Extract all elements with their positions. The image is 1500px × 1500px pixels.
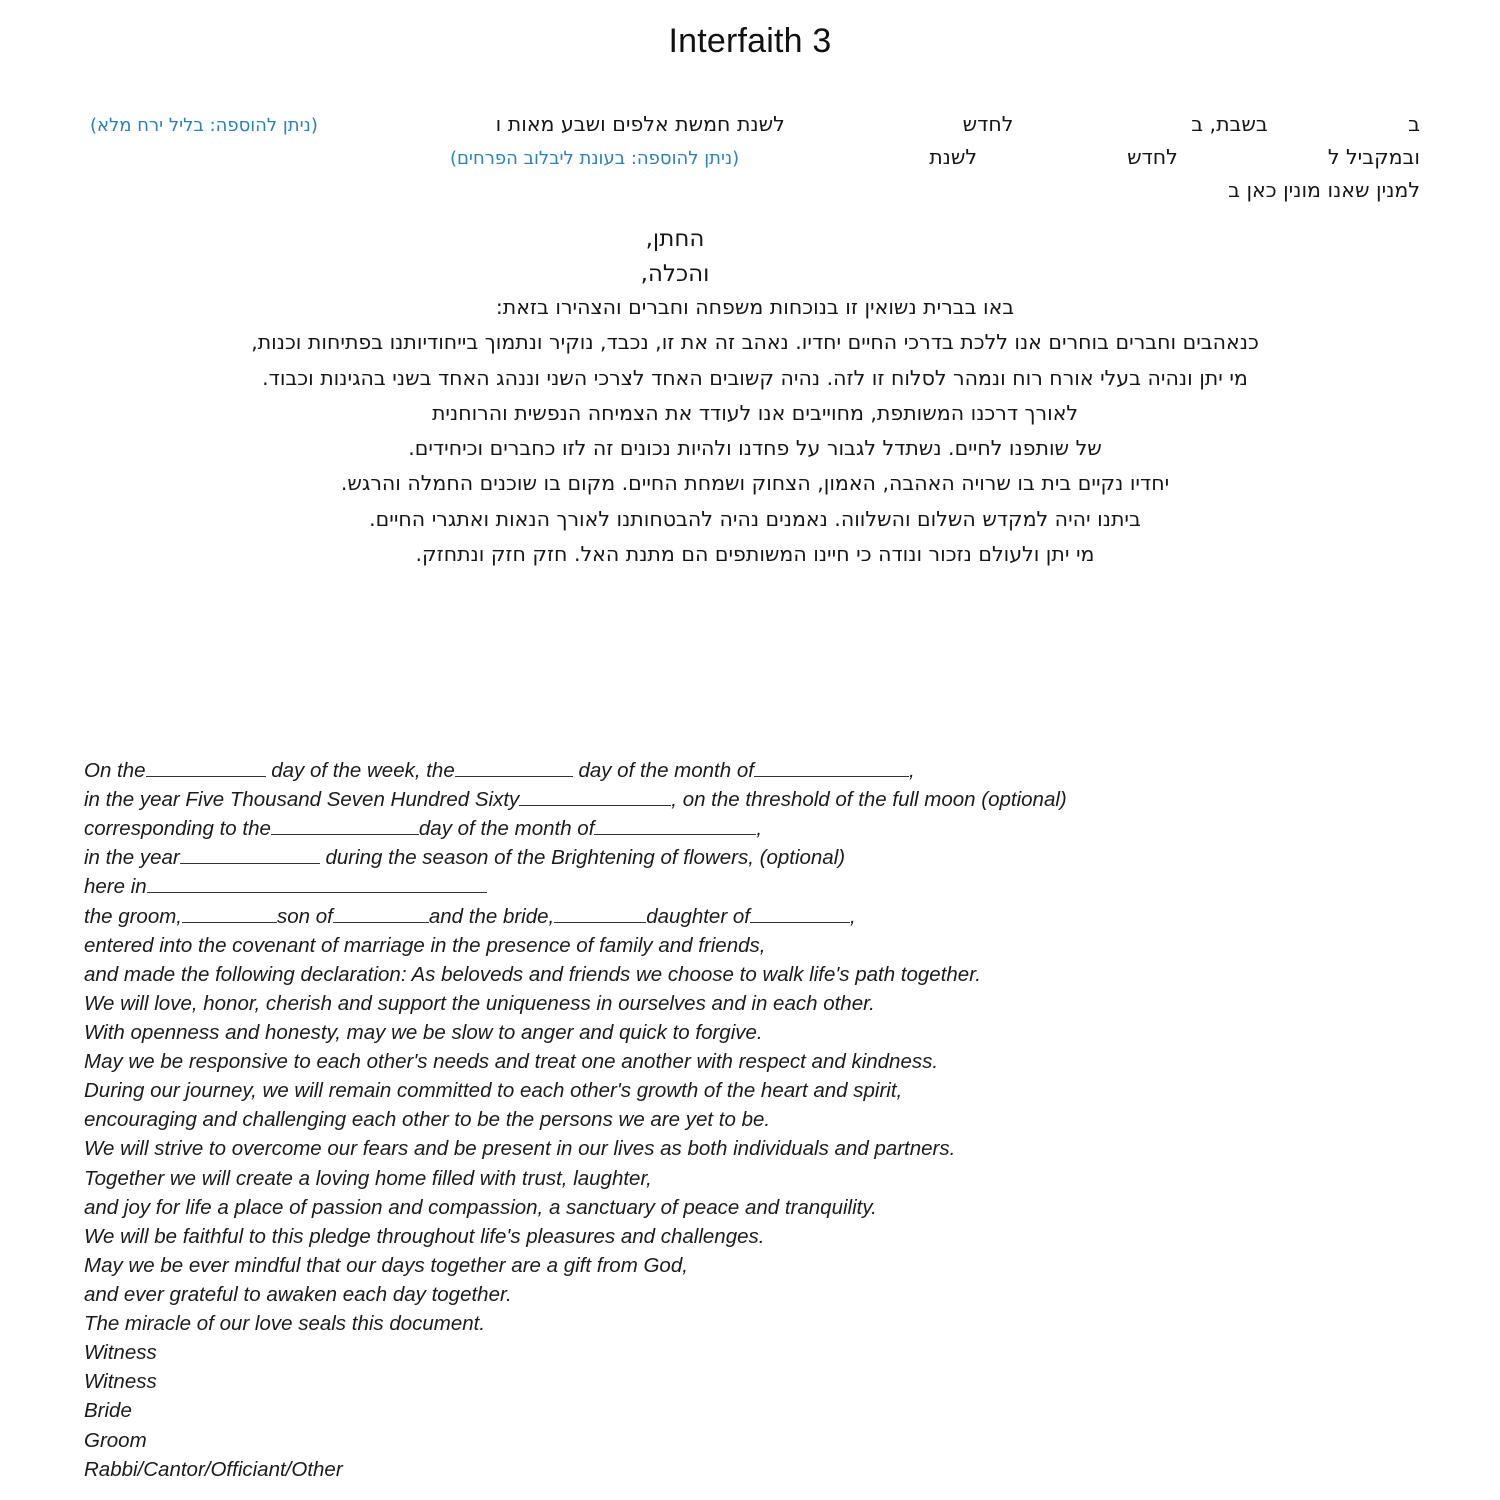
english-l4-in-the-year: in the year <box>84 846 180 870</box>
english-l6-and-the-bride: and the bride, <box>428 904 555 928</box>
hebrew-line2-optional-note: (ניתן להוספה: בעונת ליבלוב הפרחים) <box>449 148 740 170</box>
hebrew-groom-label: החתן, <box>645 225 705 252</box>
hebrew-heading-block <box>90 108 1420 293</box>
english-vow-line: May we be responsive to each other's needs and treat one another with respect and kindness. <box>84 1050 939 1074</box>
hebrew-body-line: ביתנו יהיה למקדש השלום והשלווה. נאמנים נהיה להבטחותנו לאורך הנאות ואתגרי החיים. <box>369 506 1141 531</box>
hebrew-body-line: מי יתן ונהיה בעלי אורח רוח ונמהר לסלוח זו לזה. נהיה קשובים האחד לצרכי השני וננהג האחד בשני בהגינות וכבוד. <box>262 365 1248 390</box>
english-vow-line: During our journey, we will remain committed to each other's growth of the heart and spirit, <box>84 1079 903 1103</box>
english-vow-line: The miracle of our love seals this document. <box>84 1312 486 1336</box>
hebrew-names-block <box>90 222 1420 293</box>
hebrew-body-line: לאורך דרכנו המשותפת, מחוייבים אנו לעודד את הצמיחה הנפשית והרוחנית <box>431 400 1079 425</box>
hebrew-line3-place: למנין שאנו מונין כאן ב <box>1228 178 1420 203</box>
hebrew-date-line-2 <box>90 141 1420 174</box>
place-blank <box>147 875 487 893</box>
hebrew-date-line-3 <box>90 174 1420 207</box>
civil-month-blank <box>594 817 756 835</box>
english-vow-line: and ever grateful to awaken each day together. <box>84 1282 512 1306</box>
hebrew-line1-weekday: בשבת, ב <box>1191 112 1268 136</box>
hebrew-line2-corresponding: ובמקביל ל <box>1327 145 1420 170</box>
bride-parent-blank <box>750 905 850 923</box>
english-l1-day-of-week: day of the week, the <box>271 759 455 782</box>
english-vow-line: We will strive to overcome our fears and be present in our lives as both individuals and partners. <box>84 1137 956 1161</box>
page-title: Interfaith 3 <box>668 22 832 60</box>
hebrew-bride-label: והכלה, <box>640 261 710 288</box>
hebrew-body-text <box>90 290 1420 572</box>
english-vow-line: With openness and honesty, may we be slow to anger and quick to forgive. <box>84 1020 763 1044</box>
english-date-line-2 <box>84 785 1424 814</box>
hebrew-line1-optional-note: (ניתן להוספה: בליל ירח מלא) <box>89 115 318 136</box>
english-l1-month-of: day of the month of <box>578 759 754 782</box>
signature-line-witness-2: Witness <box>84 1370 157 1394</box>
english-vow-line: entered into the covenant of marriage in the presence of family and friends, <box>84 933 766 957</box>
hebrew-body-line: יחדיו נקיים בית בו שרויה האהבה, האמון, הצחוק ושמחת החיים. מקום בו שוכנים החמלה והרגש. <box>340 471 1170 496</box>
english-l5-here-in: here in <box>84 875 147 899</box>
english-l3-corresponding: corresponding to the <box>84 817 271 841</box>
hebrew-body-line: כנאהבים וחברים בוחרים אנו ללכת בדרכי החיים יחדיו. נאהב זה את זו, נכבד, נוקיר ונתמוך בייחודיותנו בפתיחות וכנות, <box>251 330 1259 355</box>
hebrew-line1-year: לשנת חמשת אלפים ושבע מאות ו <box>495 112 785 136</box>
english-l1-comma: , <box>908 759 915 782</box>
english-place-line <box>84 872 1424 901</box>
signature-line-officiant: Rabbi/Cantor/Officiant/Other <box>84 1457 343 1481</box>
month-blank <box>754 759 909 777</box>
english-body-block <box>84 756 1424 1484</box>
english-l4-season-note: during the season of the Brightening of flowers, (optional) <box>325 846 846 870</box>
weekday-blank <box>146 759 266 777</box>
english-date-line-4 <box>84 843 1424 872</box>
english-vow-line: Together we will create a loving home filled with trust, laughter, <box>84 1166 652 1190</box>
signature-line-groom: Groom <box>84 1428 147 1452</box>
english-vow-line: and joy for life a place of passion and compassion, a sanctuary of peace and tranquility. <box>84 1195 877 1219</box>
hebrew-line1-month: לחדש <box>962 112 1014 136</box>
hebrew-body-line: מי יתן ולעולם נזכור ונודה כי חיינו המשותפים הם מתנת האל. חזק חזק ונתחזק. <box>415 541 1095 566</box>
english-l1-on-the: On the <box>84 759 146 782</box>
english-l2-year-text: in the year Five Thousand Seven Hundred Sixty <box>84 788 520 812</box>
english-vow-line: encouraging and challenging each other to be the persons we are yet to be. <box>84 1108 771 1132</box>
signature-line-witness-1: Witness <box>84 1341 157 1365</box>
english-l6-the-groom: the groom, <box>84 904 182 928</box>
hebrew-line2-month: לחדש <box>1127 145 1178 170</box>
english-vow-line: We will love, honor, cherish and support the uniqueness in ourselves and in each other. <box>84 991 875 1015</box>
english-l6-son-of: son of <box>277 904 333 928</box>
groom-parent-blank <box>333 905 429 923</box>
hebrew-body-line: באו בברית נשואין זו בנוכחות משפחה וחברים והצהירו בזאת: <box>495 295 1015 319</box>
english-l6-comma: , <box>849 904 856 928</box>
civil-day-blank <box>271 817 419 835</box>
hebrew-line2-year: לשנת <box>929 145 978 170</box>
english-vow-line: We will be faithful to this pledge throughout life's pleasures and challenges. <box>84 1224 765 1248</box>
signature-list <box>84 1338 1424 1484</box>
english-names-line <box>84 902 1424 931</box>
english-l3-comma: , <box>756 817 763 841</box>
bride-name-blank <box>554 905 646 923</box>
day-blank <box>455 759 573 777</box>
english-l2-full-moon-note: , on the threshold of the full moon (optional) <box>671 788 1067 812</box>
english-vow-line: and made the following declaration: As beloveds and friends we choose to walk life's path together. <box>84 962 981 986</box>
english-l6-daughter-of: daughter of <box>646 904 750 928</box>
hebrew-date-line-1 <box>90 108 1420 141</box>
hebrew-body-line: של שותפנו לחיים. נשתדל לגבור על פחדנו ולהיות נכונים זה לזו כחברים וכיחידים. <box>408 436 1102 460</box>
signature-line-bride: Bride <box>84 1399 132 1423</box>
hebrew-line1-day-blank: ב <box>1408 112 1420 136</box>
english-l3-month-of: day of the month of <box>418 817 595 841</box>
english-date-line-3 <box>84 814 1424 843</box>
english-date-line-1 <box>84 756 1424 785</box>
civil-year-blank <box>180 846 320 864</box>
groom-name-blank <box>182 905 277 923</box>
english-vow-line: May we be ever mindful that our days together are a gift from God, <box>84 1253 688 1277</box>
year-blank <box>519 788 671 806</box>
